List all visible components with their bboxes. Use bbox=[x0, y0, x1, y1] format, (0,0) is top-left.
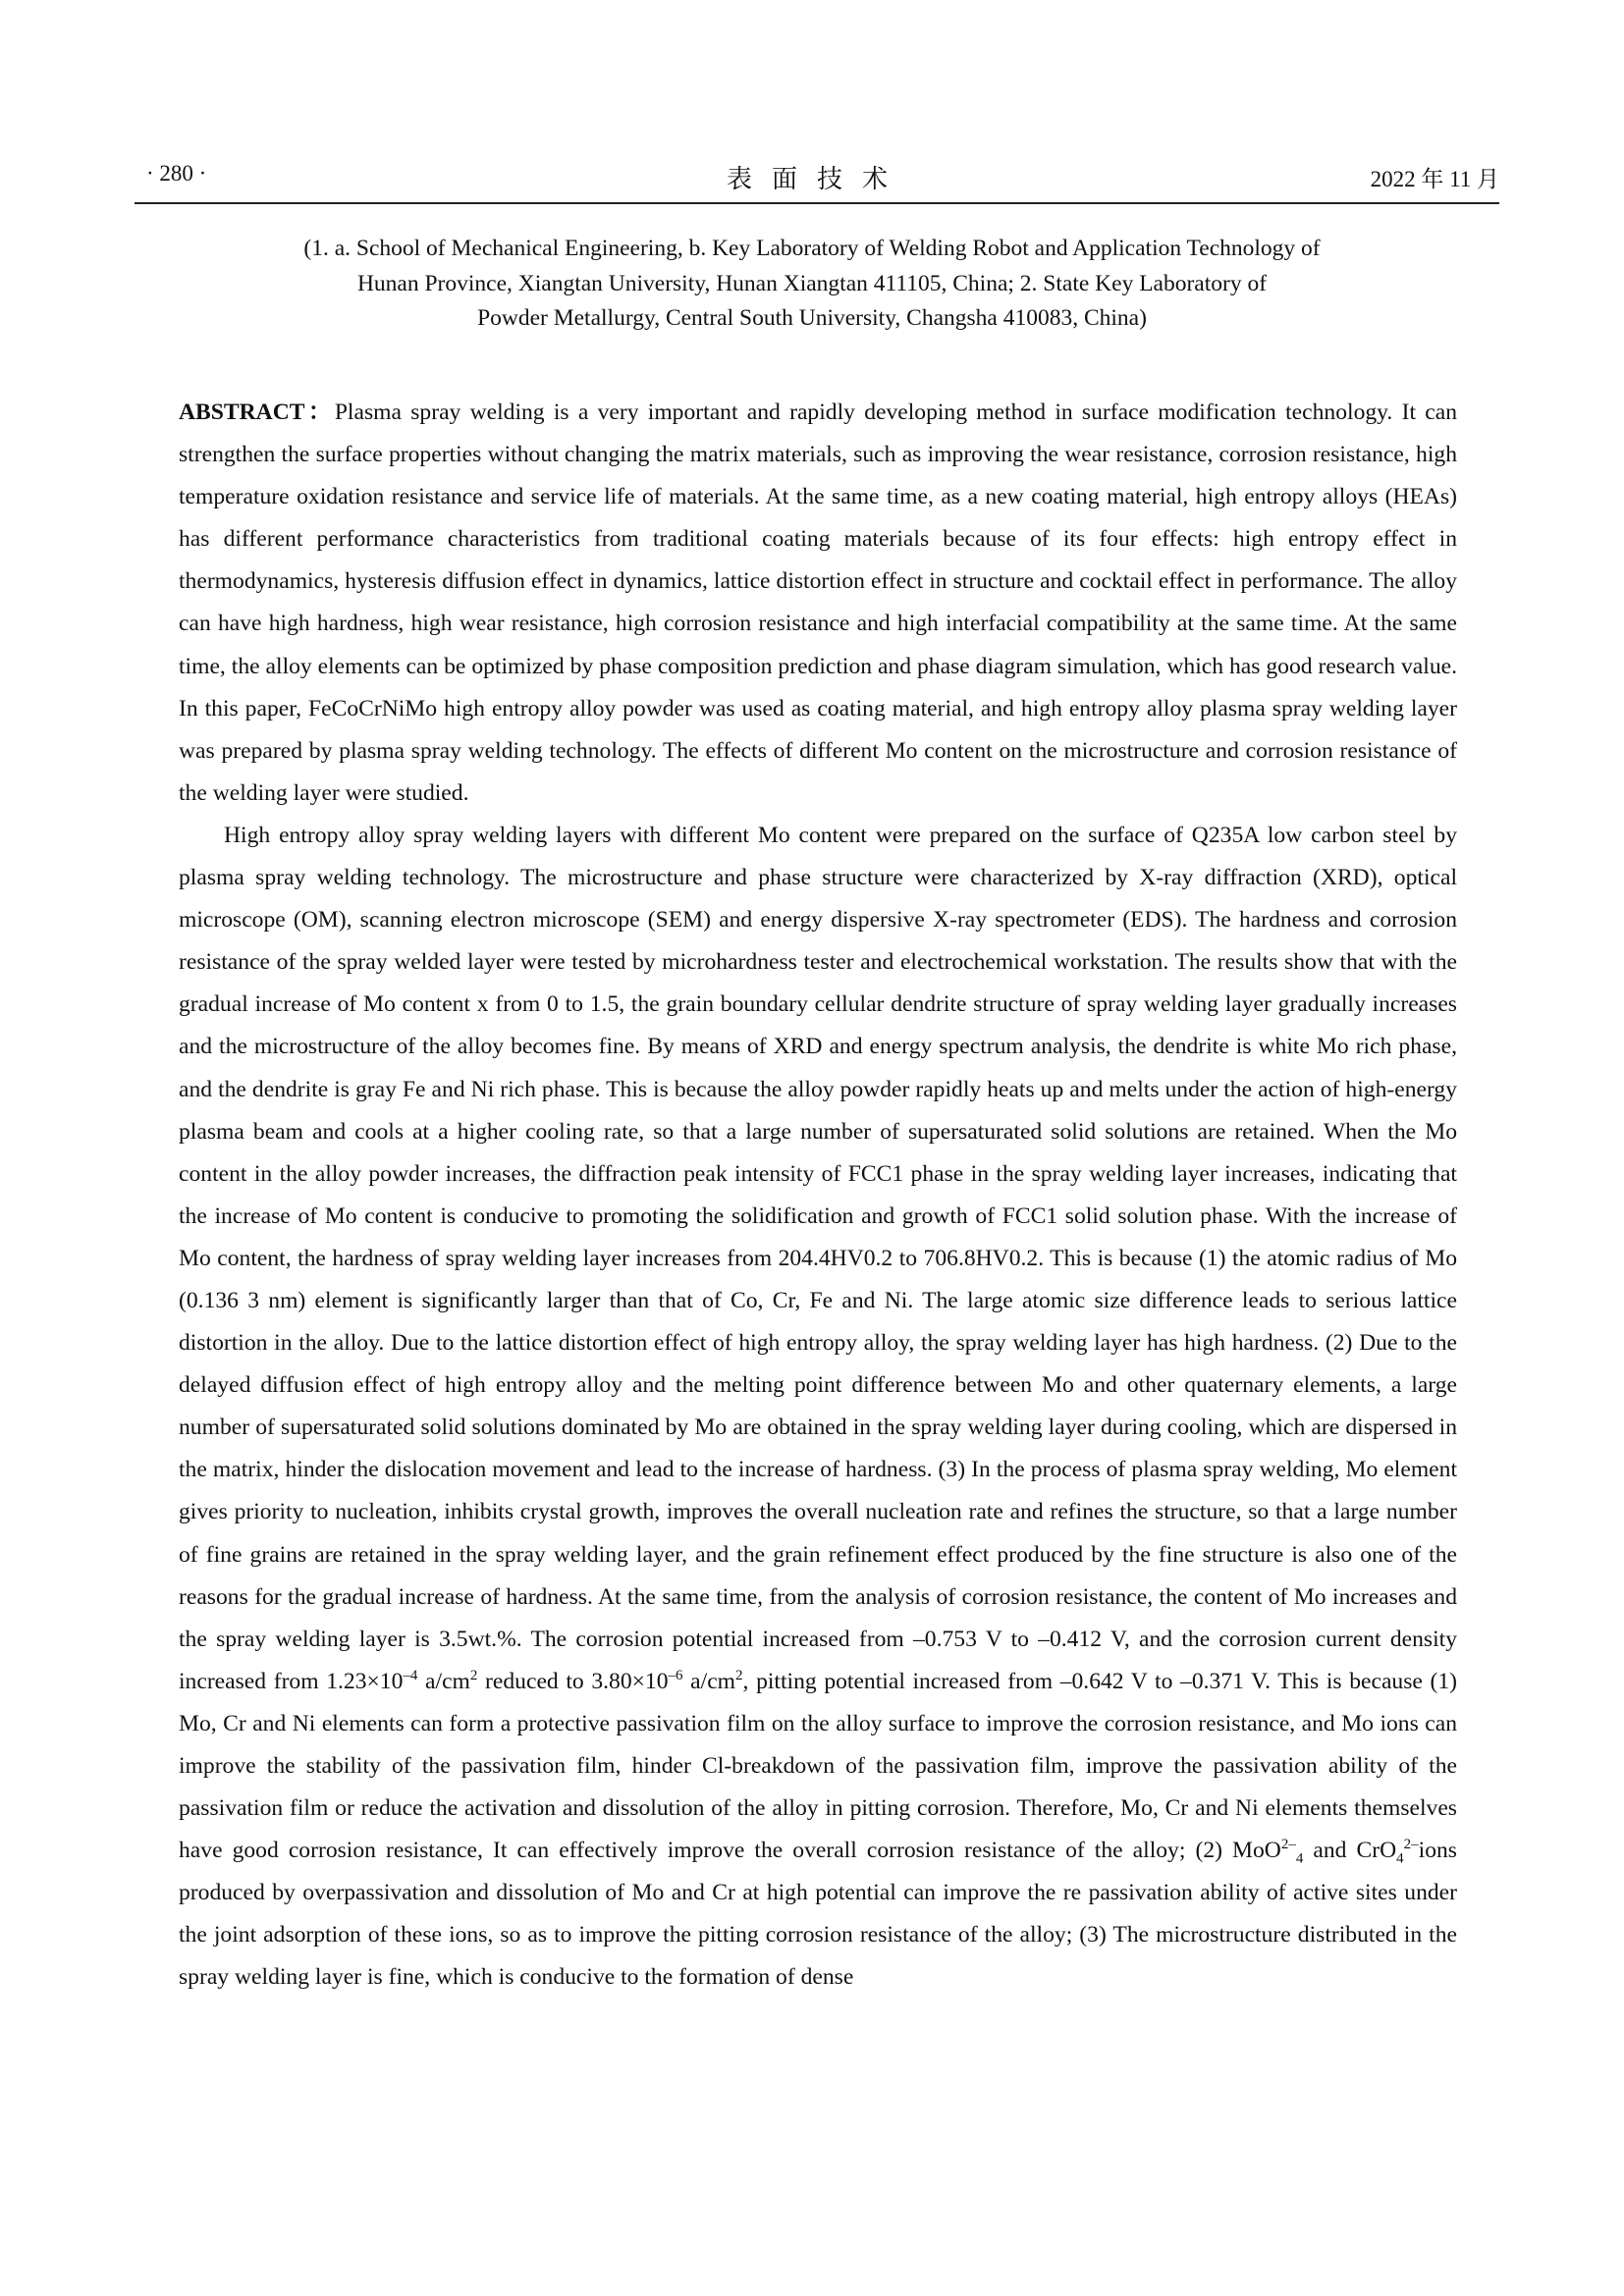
header-rule bbox=[135, 202, 1499, 204]
body-text: a/cm bbox=[417, 1668, 470, 1694]
article-body bbox=[179, 392, 1457, 2000]
body-text: High entropy alloy spray welding layers with different Mo content were prepared on the surface of Q235A low carbon steel by plasma spray welding technology. The microstructure and phase structure were characterized by X-ray diffraction (XRD), optical microscope (OM), scanning electron microscope (SEM) and energy dispersive X-ray spectrometer (EDS). The hardness and corrosion resistance of the spray welded layer were tested by microhardness tester and electrochemical workstation. The results show that with the gradual increase of Mo content x from 0 to 1.5, the grain boundary cellular dendrite structure of spray welding layer gradually increases and the microstructure of the alloy becomes fine. By means of XRD and energy spectrum analysis, the dendrite is white Mo rich phase, and the dendrite is gray Fe and Ni rich phase. This is because the alloy powder rapidly heats up and melts under the action of high-energy plasma beam and cools at a higher cooling rate, so that a large number of supersaturated solid solutions are retained. When the Mo content in the alloy powder increases, the diffraction peak intensity of FCC1 phase in the spray welding layer increases, indicating that the increase of Mo content is conducive to promoting the solidification and growth of FCC1 solid solution phase. With the increase of Mo content, the hardness of spray welding layer increases from 204.4HV0.2 to 706.8HV0.2. This is because (1) the atomic radius of Mo (0.136 3 nm) element is significantly larger than that of Co, Cr, Fe and Ni. The large atomic size difference leads to serious lattice distortion in the alloy. Due to the lattice distortion effect of high entropy alloy, the spray welding layer has high hardness. (2) Due to the delayed diffusion effect of high entropy alloy and the melting point difference between Mo and other quaternary elements, a large number of supersaturated solid solutions dominated by Mo are obtained in the spray welding layer during cooling, which are dispersed in the matrix, hinder the dislocation movement and lead to the increase of hardness. (3) In the process of plasma spray welding, Mo element gives priority to nucleation, inhibits crystal growth, improves the overall nucleation rate and refines the structure, so that a large number of fine grains are retained in the spray welding layer, and the grain refinement effect produced by the fine structure is also one of the reasons for the gradual increase of hardness. At the same time, from the analysis of corrosion resistance, the content of Mo increases and the spray welding layer is 3.5wt.%. The corrosion potential increased from –0.753 V to –0.412 V, and the corrosion current density increased from 1.23×10 bbox=[179, 822, 1457, 1694]
body-text: and CrO bbox=[1303, 1838, 1397, 1864]
affiliation-line: (1. a. School of Mechanical Engineering, b. Key Laboratory of Welding Robot and Application Technology of bbox=[303, 236, 1321, 261]
affiliation-line: Powder Metallurgy, Central South University, Changsha 410083, China) bbox=[477, 305, 1147, 331]
body-text: , pitting potential increased from –0.642 V to –0.371 V. This is because (1) Mo, Cr and Ni elements can form a protective passivation film on the alloy surface to improve the corrosion resistance, and Mo ions can improve the stability of the passivation film, hinder Cl-breakdown of the passivation film, improve the passivation ability of the passivation film or reduce the activation and dissolution of the alloy in pitting corrosion. Therefore, Mo, Cr and Ni elements themselves have good corrosion resistance, It can effectively improve the overall corrosion resistance of the alloy; (2) MoO bbox=[179, 1668, 1458, 1864]
issue-date: 2022 年 11 月 bbox=[1370, 167, 1499, 191]
superscript: 2– bbox=[1280, 1837, 1296, 1853]
body-text: ions produced by overpassivation and dissolution of Mo and Cr at high potential can improve the re passivation ability of active sites under the joint adsorption of these ions, so as to improve the pitting corrosion resistance of the alloy; (3) The microstructure distributed in the spray welding layer is fine, which is conducive to the formation of dense bbox=[179, 1838, 1457, 1991]
body-paragraph bbox=[179, 815, 1457, 2000]
superscript: –6 bbox=[668, 1667, 683, 1683]
superscript: –4 bbox=[403, 1667, 418, 1683]
superscript: 2– bbox=[1403, 1837, 1419, 1853]
body-text: reduced to 3.80×10 bbox=[477, 1668, 669, 1694]
running-header bbox=[135, 157, 1499, 196]
affiliation-block bbox=[216, 232, 1408, 337]
body-text: a/cm bbox=[682, 1668, 736, 1694]
subscript: 4 bbox=[1295, 1850, 1304, 1867]
abstract-paragraph bbox=[179, 392, 1457, 815]
affiliation-line: Hunan Province, Xiangtan University, Hunan Xiangtan 411105, China; 2. State Key Laboratory of bbox=[356, 270, 1268, 296]
superscript: 2 bbox=[735, 1667, 743, 1683]
abstract-label: ABSTRACT： bbox=[179, 400, 335, 425]
page-number: · 280 · bbox=[146, 161, 207, 186]
journal-title: 表面技术 bbox=[726, 165, 907, 193]
abstract-text: Plasma spray welding is a very important and rapidly developing method in surface modification technology. It can strengthen the surface properties without changing the matrix materials, such as improving the wear resistance, corrosion resistance, high temperature oxidation resistance and service life of materials. At the same time, as a new coating material, high entropy alloys (HEAs) has different performance characteristics from traditional coating materials because of its four effects: high entropy effect in thermodynamics, hysteresis diffusion effect in dynamics, lattice distortion effect in structure and cocktail effect in performance. The alloy can have high hardness, high wear resistance, high corrosion resistance and high interfacial compatibility at the same time. At the same time, the alloy elements can be optimized by phase composition prediction and phase diagram simulation, which has good research value. In this paper, FeCoCrNiMo high entropy alloy powder was used as coating material, and high entropy alloy plasma spray welding layer was prepared by plasma spray welding technology. The effects of different Mo content on the microstructure and corrosion resistance of the welding layer were studied. bbox=[179, 400, 1457, 806]
superscript: 2 bbox=[469, 1667, 478, 1683]
subscript: 4 bbox=[1396, 1850, 1404, 1867]
